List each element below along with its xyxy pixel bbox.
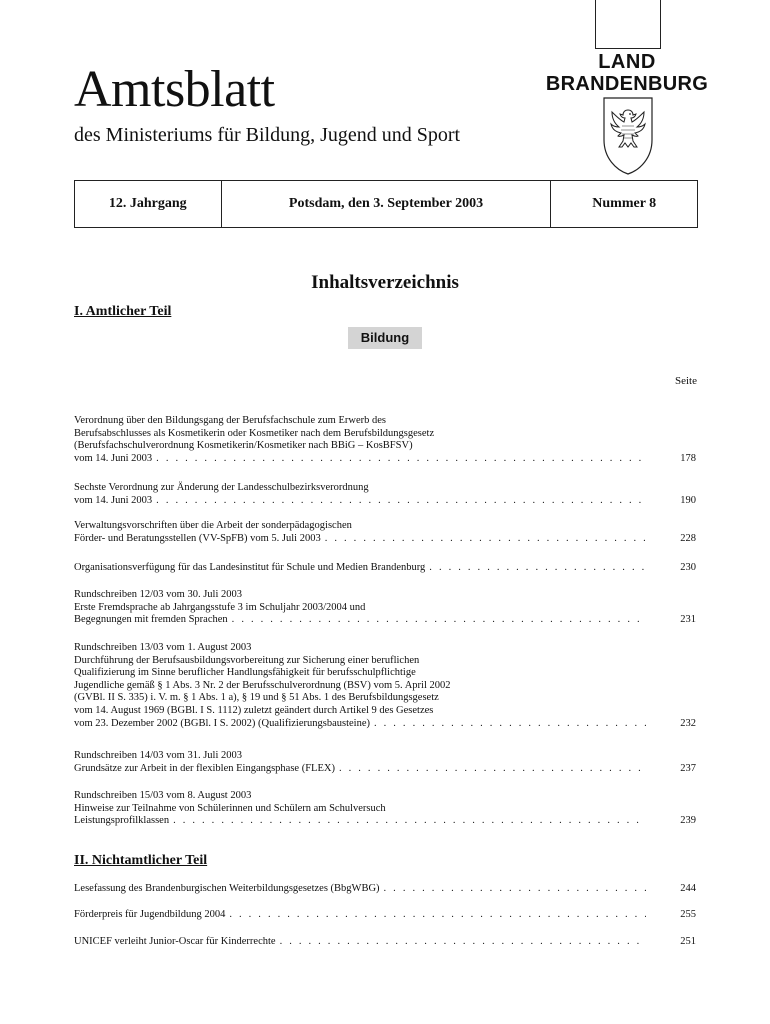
toc-entry-text: Förderpreis für Jugendbildung 2004 bbox=[74, 909, 226, 920]
toc-entry-line: vom 14. August 1969 (BGBl. I S. 1112) zuletzt geändert durch Artikel 9 des Gesetzes bbox=[74, 704, 434, 716]
toc-entry-final-line bbox=[74, 909, 696, 922]
toc-entry-text: UNICEF verleiht Junior-Oscar für Kinderrechte bbox=[74, 936, 276, 947]
brand-line-land: LAND bbox=[598, 51, 656, 73]
toc-entry bbox=[74, 520, 696, 545]
toc-entry-final-line bbox=[74, 936, 696, 949]
toc-entry-line: (GVBl. II S. 335) i. V. m. § 1 Abs. 1 a), § 19 und § 51 Abs. 1 des Berufsbildungsgesetz bbox=[74, 692, 439, 704]
toc-entry bbox=[74, 482, 696, 507]
toc-entry-text: vom 14. Juni 2003 bbox=[74, 452, 153, 464]
toc-entry-text: Grundsätze zur Arbeit in der flexiblen Eingangsphase (FLEX) bbox=[74, 762, 335, 774]
toc-entry-text: Lesefassung des Brandenburgischen Weiterbildungsgesetzes (BbgWBG) bbox=[74, 883, 380, 894]
toc-page-number: 244 bbox=[680, 883, 696, 894]
toc-entry-text: Förder- und Beratungsstellen (VV-SpFB) vom 5. Juli 2003 bbox=[74, 532, 321, 544]
toc-entry-final-line bbox=[74, 453, 696, 466]
brand-frame bbox=[595, 0, 661, 49]
dot-leader bbox=[156, 453, 646, 466]
toc-page-number: 239 bbox=[680, 815, 696, 827]
toc-entry-line: Berufsabschlusses als Kosmetikerin oder Kosmetiker nach dem Berufsbildungsgesetz bbox=[74, 427, 435, 439]
toc-entry-line: Jugendliche gemäß § 1 Abs. 3 Nr. 2 der Berufsschulverordnung (BSV) vom 5. April 2002 bbox=[74, 679, 451, 691]
part1-title: I. Amtlicher Teil bbox=[74, 304, 172, 319]
toc-entry-line: (Berufsfachschulverordnung Kosmetikerin/Kosmetiker nach BBiG – KosBFSV) bbox=[74, 440, 413, 452]
toc-entry-line: Rundschreiben 12/03 vom 30. Juli 2003 bbox=[74, 589, 242, 600]
masthead-subtitle: des Ministeriums für Bildung, Jugend und Sport bbox=[74, 124, 461, 146]
issue-place-date: Potsdam, den 3. September 2003 bbox=[222, 181, 552, 227]
toc-entry-text: vom 23. Dezember 2002 (BGBl. I S. 2002) (Qualifizierungsbausteine) bbox=[74, 717, 370, 729]
toc-page-number: 251 bbox=[680, 936, 696, 947]
toc-entry-text: Leistungsprofilklassen bbox=[74, 815, 170, 827]
toc-entry-line: Rundschreiben 14/03 vom 31. Juli 2003 bbox=[74, 750, 242, 761]
dot-leader bbox=[384, 883, 646, 896]
toc-entry bbox=[74, 642, 696, 730]
toc-heading: Inhaltsverzeichnis bbox=[311, 272, 459, 293]
dot-leader bbox=[429, 562, 646, 575]
toc-entry-line: Sechste Verordnung zur Änderung der Landesschulbezirksverordnung bbox=[74, 482, 369, 493]
toc-entry bbox=[74, 415, 696, 465]
toc-page-number: 237 bbox=[680, 762, 696, 774]
toc-entry bbox=[74, 883, 696, 896]
toc-page-number: 190 bbox=[680, 494, 696, 506]
toc-entry bbox=[74, 936, 696, 949]
toc-entry-text: vom 14. Juni 2003 bbox=[74, 494, 153, 506]
toc-entry-line: Verordnung über den Bildungsgang der Berufsfachschule zum Erwerb des bbox=[74, 415, 386, 426]
toc-entry bbox=[74, 790, 696, 828]
dot-leader bbox=[156, 495, 646, 508]
toc-entry-final-line bbox=[74, 815, 696, 828]
toc-page-number: 231 bbox=[680, 614, 696, 626]
dot-leader bbox=[374, 718, 646, 731]
dot-leader bbox=[280, 936, 646, 949]
toc-entry-final-line bbox=[74, 562, 696, 575]
dot-leader bbox=[229, 909, 646, 922]
toc-page-number: 178 bbox=[680, 452, 696, 464]
toc-page-number: 232 bbox=[680, 717, 696, 729]
issue-info-bar bbox=[74, 180, 698, 228]
toc-entry bbox=[74, 562, 696, 575]
brand-line-brandenburg: BRANDENBURG bbox=[545, 73, 709, 95]
dot-leader bbox=[232, 614, 646, 627]
dot-leader bbox=[173, 815, 646, 828]
part2-title: II. Nichtamtlicher Teil bbox=[74, 853, 208, 868]
toc-page-number: 255 bbox=[680, 909, 696, 920]
section-badge: Bildung bbox=[348, 327, 422, 349]
toc-entry-line: Durchführung der Berufsausbildungsvorbereitung zur Sicherung einer beruflichen bbox=[74, 654, 420, 666]
toc-entry-text: Organisationsverfügung für das Landesinstitut für Schule und Medien Brandenburg bbox=[74, 562, 426, 573]
toc-entry-final-line bbox=[74, 883, 696, 896]
issue-number: Nummer 8 bbox=[592, 196, 657, 211]
toc-entry-final-line bbox=[74, 614, 696, 627]
toc-entry-final-line bbox=[74, 718, 696, 731]
toc-entry-final-line bbox=[74, 763, 696, 776]
dot-leader bbox=[325, 533, 646, 546]
toc-entry bbox=[74, 589, 696, 627]
toc-entry bbox=[74, 750, 696, 775]
toc-entry-line: Qualifizierung im Sinne beruflicher Handlungsfähigkeit für berufsschulpflichtige bbox=[74, 667, 416, 679]
toc-page-number: 230 bbox=[680, 562, 696, 573]
toc-entry-line: Erste Fremdsprache ab Jahrgangsstufe 3 im Schuljahr 2003/2004 und bbox=[74, 601, 366, 613]
toc-page-number: 228 bbox=[680, 532, 696, 544]
page-column-label: Seite bbox=[675, 375, 697, 387]
toc-entry-line: Rundschreiben 15/03 vom 8. August 2003 bbox=[74, 790, 252, 801]
toc-entry-text: Begegnungen mit fremden Sprachen bbox=[74, 614, 228, 626]
toc-entry-final-line bbox=[74, 533, 696, 546]
issue-volume: 12. Jahrgang bbox=[75, 181, 222, 227]
brand-logo bbox=[536, 0, 726, 180]
toc-entry-line: Hinweise zur Teilnahme von Schülerinnen und Schülern am Schulversuch bbox=[74, 802, 386, 814]
toc-entry-final-line bbox=[74, 495, 696, 508]
dot-leader bbox=[339, 763, 646, 776]
toc-entry-line: Verwaltungsvorschriften über die Arbeit der sonderpädagogischen bbox=[74, 520, 352, 531]
toc-entry bbox=[74, 909, 696, 922]
toc-entry-line: Rundschreiben 13/03 vom 1. August 2003 bbox=[74, 642, 252, 653]
eagle-coat-of-arms-icon bbox=[600, 96, 656, 176]
masthead-title: Amtsblatt bbox=[74, 61, 275, 118]
